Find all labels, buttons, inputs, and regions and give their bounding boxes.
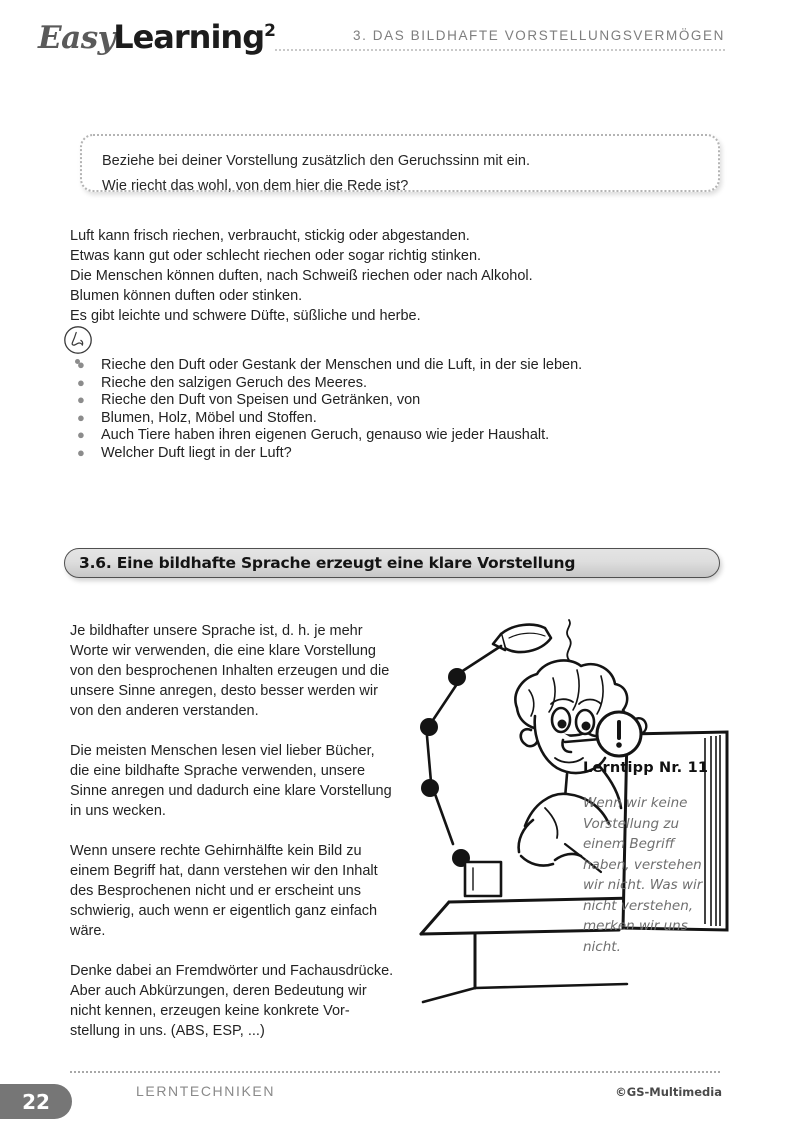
section-heading-label: 3.6. Eine bildhafte Sprache erzeugt eine klare Vorstellung: [79, 554, 576, 572]
nose-icon: [63, 325, 93, 355]
paragraph-line: nicht kennen, erzeugen keine konkrete Vor-: [70, 1003, 350, 1019]
page-number: 22: [22, 1089, 50, 1114]
logo-learning-text: Learning: [113, 18, 265, 56]
paragraph: [70, 621, 400, 721]
smell-line: Es gibt leichte und schwere Düfte, süßliche und herbe.: [70, 308, 421, 324]
paragraph-line: die eine bildhafte Sprache verwenden, unsere: [70, 763, 366, 779]
chapter-heading: [275, 28, 725, 51]
list-item-label: Rieche den Duft oder Gestank der Menschen und die Luft, in der sie leben.: [101, 357, 583, 373]
paragraph-line: Denke dabei an Fremdwörter und Fachausdrücke.: [70, 963, 394, 979]
logo-superscript: 2: [264, 20, 276, 41]
callout-line-1: Beziehe bei deiner Vorstellung zusätzlich den Geruchssinn mit ein.: [102, 153, 530, 169]
paragraph-line: von den anderen verstanden.: [70, 703, 259, 719]
main-body-text: [70, 621, 400, 1061]
bullet-dot-icon: ●: [77, 392, 85, 407]
callout-line-2: Wie riecht das wohl, von dem hier die Rede ist?: [102, 178, 409, 194]
list-item-label: Rieche den salzigen Geruch des Meeres.: [101, 374, 367, 391]
list-item: [70, 391, 670, 409]
list-item: [70, 426, 670, 444]
paragraph-line: wäre.: [70, 923, 106, 939]
smell-line: Luft kann frisch riechen, verbraucht, stickig oder abgestanden.: [70, 228, 470, 244]
section-heading-bar: [64, 548, 720, 578]
bullet-dot-icon: ●: [77, 427, 85, 442]
exclamation-mark-icon: [597, 712, 641, 756]
list-item: [70, 409, 670, 427]
paragraph-line: in uns wecken.: [70, 803, 166, 819]
smell-line: Die Menschen können duften, nach Schweiß riechen oder nach Alkohol.: [70, 268, 533, 284]
instruction-callout-box: [80, 134, 720, 192]
paragraph-line: unsere Sinne anregen, desto besser werden wir: [70, 683, 378, 699]
lerntipp-text: Wenn wir keine Vorstellung zu einem Begriff haben, verstehen wir nicht. Was wir nicht verstehen, merken wir uns nicht.: [583, 795, 703, 955]
footer-dotted-rule: [70, 1071, 720, 1073]
list-item-label: Welcher Duft liegt in der Luft?: [101, 444, 292, 461]
list-item-label: Auch Tiere haben ihren eigenen Geruch, genauso wie jeder Haushalt.: [101, 427, 550, 443]
paragraph-line: des Besprochenen nicht und er erscheint uns: [70, 883, 361, 899]
bullet-dot-icon: ●: [77, 374, 85, 390]
list-item-label: Blumen, Holz, Möbel und Stoffen.: [101, 409, 317, 426]
list-item: [70, 356, 670, 374]
smell-exercise-list: [70, 356, 670, 461]
paragraph-line: einem Begriff hat, dann verstehen wir den Inhalt: [70, 863, 378, 879]
page-number-tab: [0, 1084, 72, 1119]
paragraph: [70, 841, 400, 941]
footer-section-label: LERNTECHNIKEN: [136, 1083, 276, 1099]
list-item-label: Rieche den Duft von Speisen und Getränken, von: [101, 392, 421, 408]
chapter-dotted-rule: [275, 46, 725, 51]
paragraph-line: von den besprochenen Inhalten erzeugen und die: [70, 663, 390, 679]
paragraph: [70, 961, 400, 1041]
bullet-dot-icon: ●: [77, 444, 85, 460]
paragraph-line: Die meisten Menschen lesen viel lieber Bücher,: [70, 743, 375, 759]
paragraph: [70, 741, 400, 821]
logo-easy-text: Easy: [38, 20, 116, 56]
footer-copyright: ©GS-Multimedia: [615, 1085, 722, 1099]
smell-description-paragraph: [70, 226, 533, 326]
smell-line: Etwas kann gut oder schlecht riechen oder sogar richtig stinken.: [70, 248, 482, 264]
page-header: [0, 0, 800, 80]
paragraph-line: schwierig, auch wenn er eigentlich ganz einfach: [70, 903, 378, 919]
paragraph-line: Aber auch Abkürzungen, deren Bedeutung wir: [70, 983, 367, 999]
paragraph-line: Worte wir verwenden, die eine klare Vorstellung: [70, 643, 377, 659]
paragraph-line: Sinne anregen und dadurch eine klare Vorstellung: [70, 783, 392, 799]
chapter-title-text: 3. DAS BILDHAFTE VORSTELLUNGSVERMÖGEN: [352, 28, 725, 43]
smell-line: Blumen können duften oder stinken.: [70, 288, 303, 304]
paragraph-line: Wenn unsere rechte Gehirnhälfte kein Bild zu: [70, 843, 362, 859]
bullet-dot-icon: ●: [77, 357, 85, 372]
paragraph-line: stellung in uns. (ABS, ESP, ...): [70, 1023, 265, 1039]
paragraph-line: Je bildhafter unsere Sprache ist, d. h. je mehr: [70, 623, 363, 639]
list-item: [70, 374, 670, 392]
list-item: [70, 444, 670, 462]
lerntipp-title: Lerntipp Nr. 11: [583, 760, 709, 776]
brand-logo: [38, 18, 276, 56]
bullet-dot-icon: ●: [77, 409, 85, 425]
